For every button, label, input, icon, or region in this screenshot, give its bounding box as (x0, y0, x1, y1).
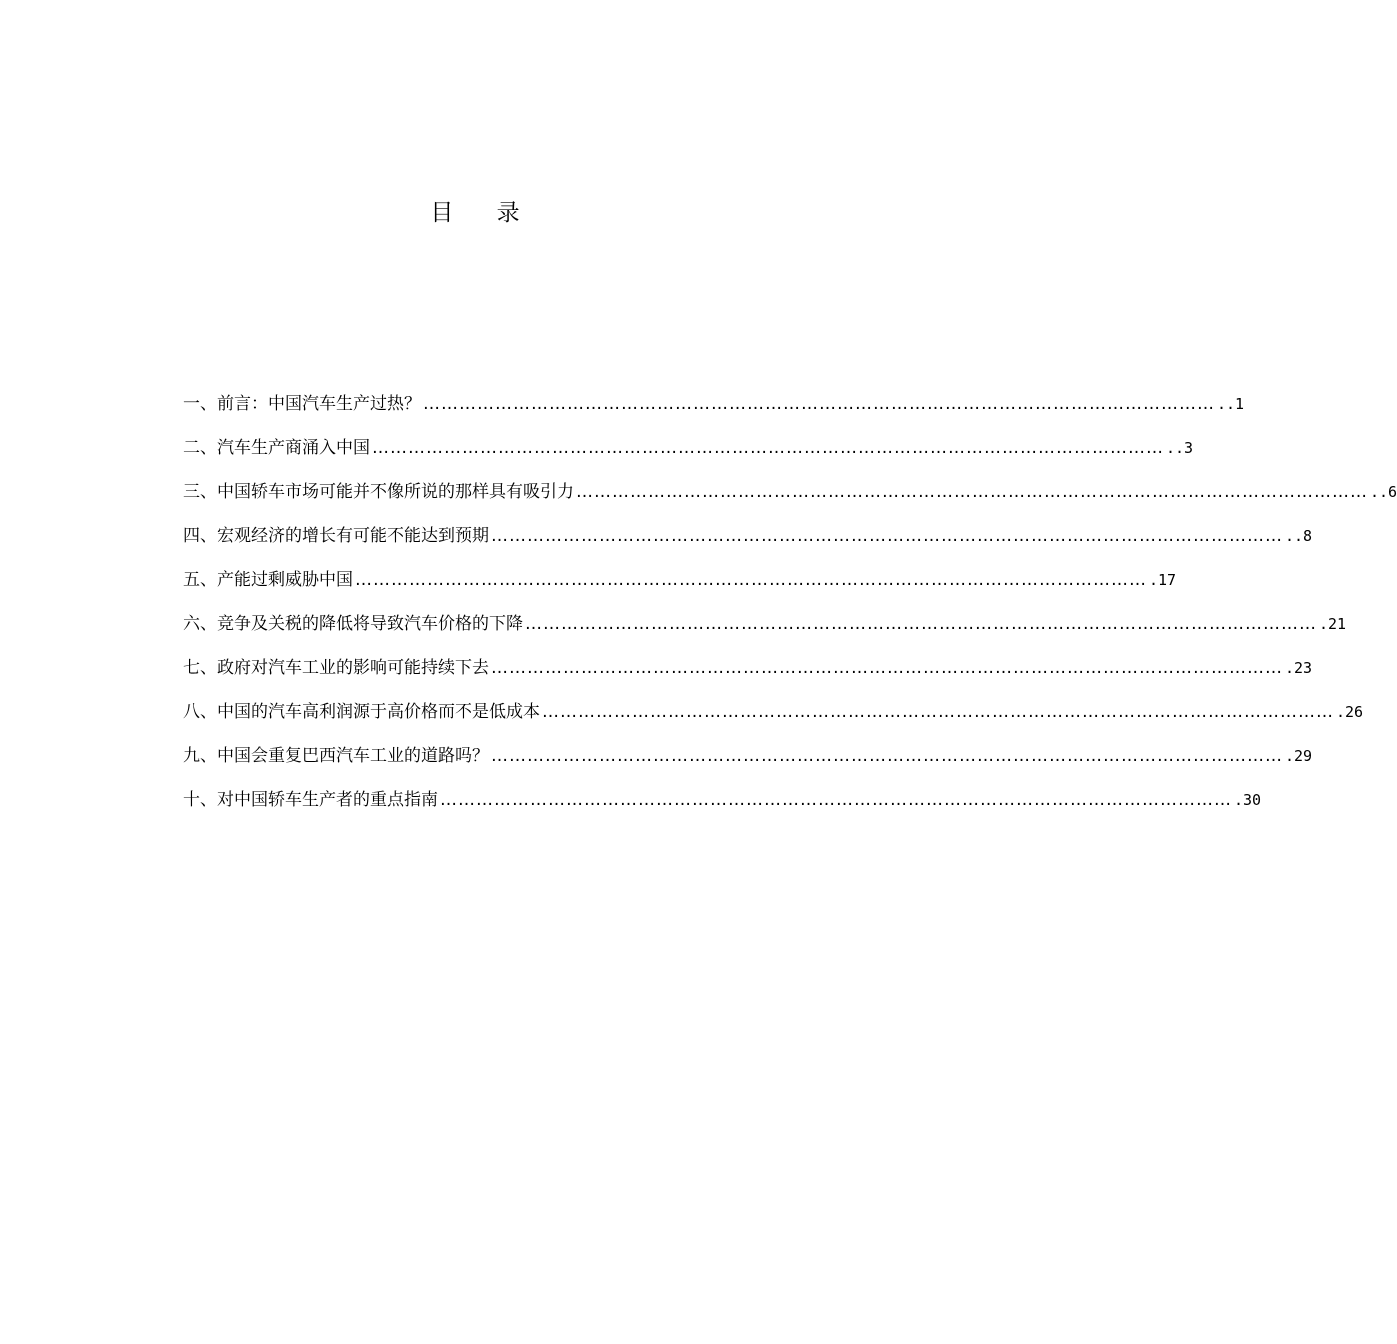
toc-entry-1[interactable] (183, 390, 1245, 434)
toc-entry-2[interactable] (183, 434, 1194, 478)
toc-entry-6[interactable] (183, 610, 1347, 654)
toc-dot-leader: …………………………………………………………………………………………………………………… (372, 438, 1164, 458)
toc-page-number: ..8 (1285, 527, 1313, 545)
page-title: 目 录 (430, 200, 538, 226)
toc-entry-label: 七、政府对汽车工业的影响可能持续下去 (183, 658, 489, 678)
toc-entry-label: 九、中国会重复巴西汽车工业的道路吗？ (183, 746, 489, 766)
toc-dot-leader: …………………………………………………………………………………………………………………… (491, 658, 1283, 678)
toc-page-number: ..3 (1166, 439, 1194, 457)
toc-page-number: .17 (1149, 571, 1177, 589)
toc-dot-leader: …………………………………………………………………………………………………………………… (576, 482, 1368, 502)
toc-dot-leader: …………………………………………………………………………………………………………………… (525, 614, 1317, 634)
toc-dot-leader: …………………………………………………………………………………………………………………… (491, 746, 1283, 766)
toc-entry-8[interactable] (183, 698, 1364, 742)
table-of-contents (183, 390, 1397, 830)
toc-page-number: .23 (1285, 659, 1313, 677)
toc-entry-5[interactable] (183, 566, 1177, 610)
toc-dot-leader: …………………………………………………………………………………………………………………… (423, 394, 1215, 414)
toc-page-number: .26 (1336, 703, 1364, 721)
toc-dot-leader: …………………………………………………………………………………………………………………… (542, 702, 1334, 722)
toc-dot-leader: …………………………………………………………………………………………………………………… (440, 790, 1232, 810)
toc-entry-10[interactable] (183, 786, 1262, 830)
toc-entry-label: 三、中国轿车市场可能并不像所说的那样具有吸引力 (183, 482, 574, 502)
toc-entry-9[interactable] (183, 742, 1313, 786)
toc-page-number: .30 (1234, 791, 1262, 809)
toc-entry-label: 五、产能过剩威胁中国 (183, 570, 353, 590)
toc-dot-leader: …………………………………………………………………………………………………………………… (355, 570, 1147, 590)
toc-entry-label: 四、宏观经济的增长有可能不能达到预期 (183, 526, 489, 546)
toc-entry-3[interactable] (183, 478, 1397, 522)
toc-page-number: ..1 (1217, 395, 1245, 413)
toc-entry-4[interactable] (183, 522, 1313, 566)
toc-entry-label: 十、对中国轿车生产者的重点指南 (183, 790, 438, 810)
toc-entry-7[interactable] (183, 654, 1313, 698)
toc-page-number: .29 (1285, 747, 1313, 765)
toc-page-number: ..6 (1370, 483, 1397, 501)
toc-entry-label: 八、中国的汽车高利润源于高价格而不是低成本 (183, 702, 540, 722)
toc-entry-label: 二、汽车生产商涌入中国 (183, 438, 370, 458)
toc-entry-label: 六、竞争及关税的降低将导致汽车价格的下降 (183, 614, 523, 634)
toc-dot-leader: …………………………………………………………………………………………………………………… (491, 526, 1283, 546)
toc-entry-label: 一、前言：中国汽车生产过热？ (183, 394, 421, 414)
toc-page-number: .21 (1319, 615, 1347, 633)
